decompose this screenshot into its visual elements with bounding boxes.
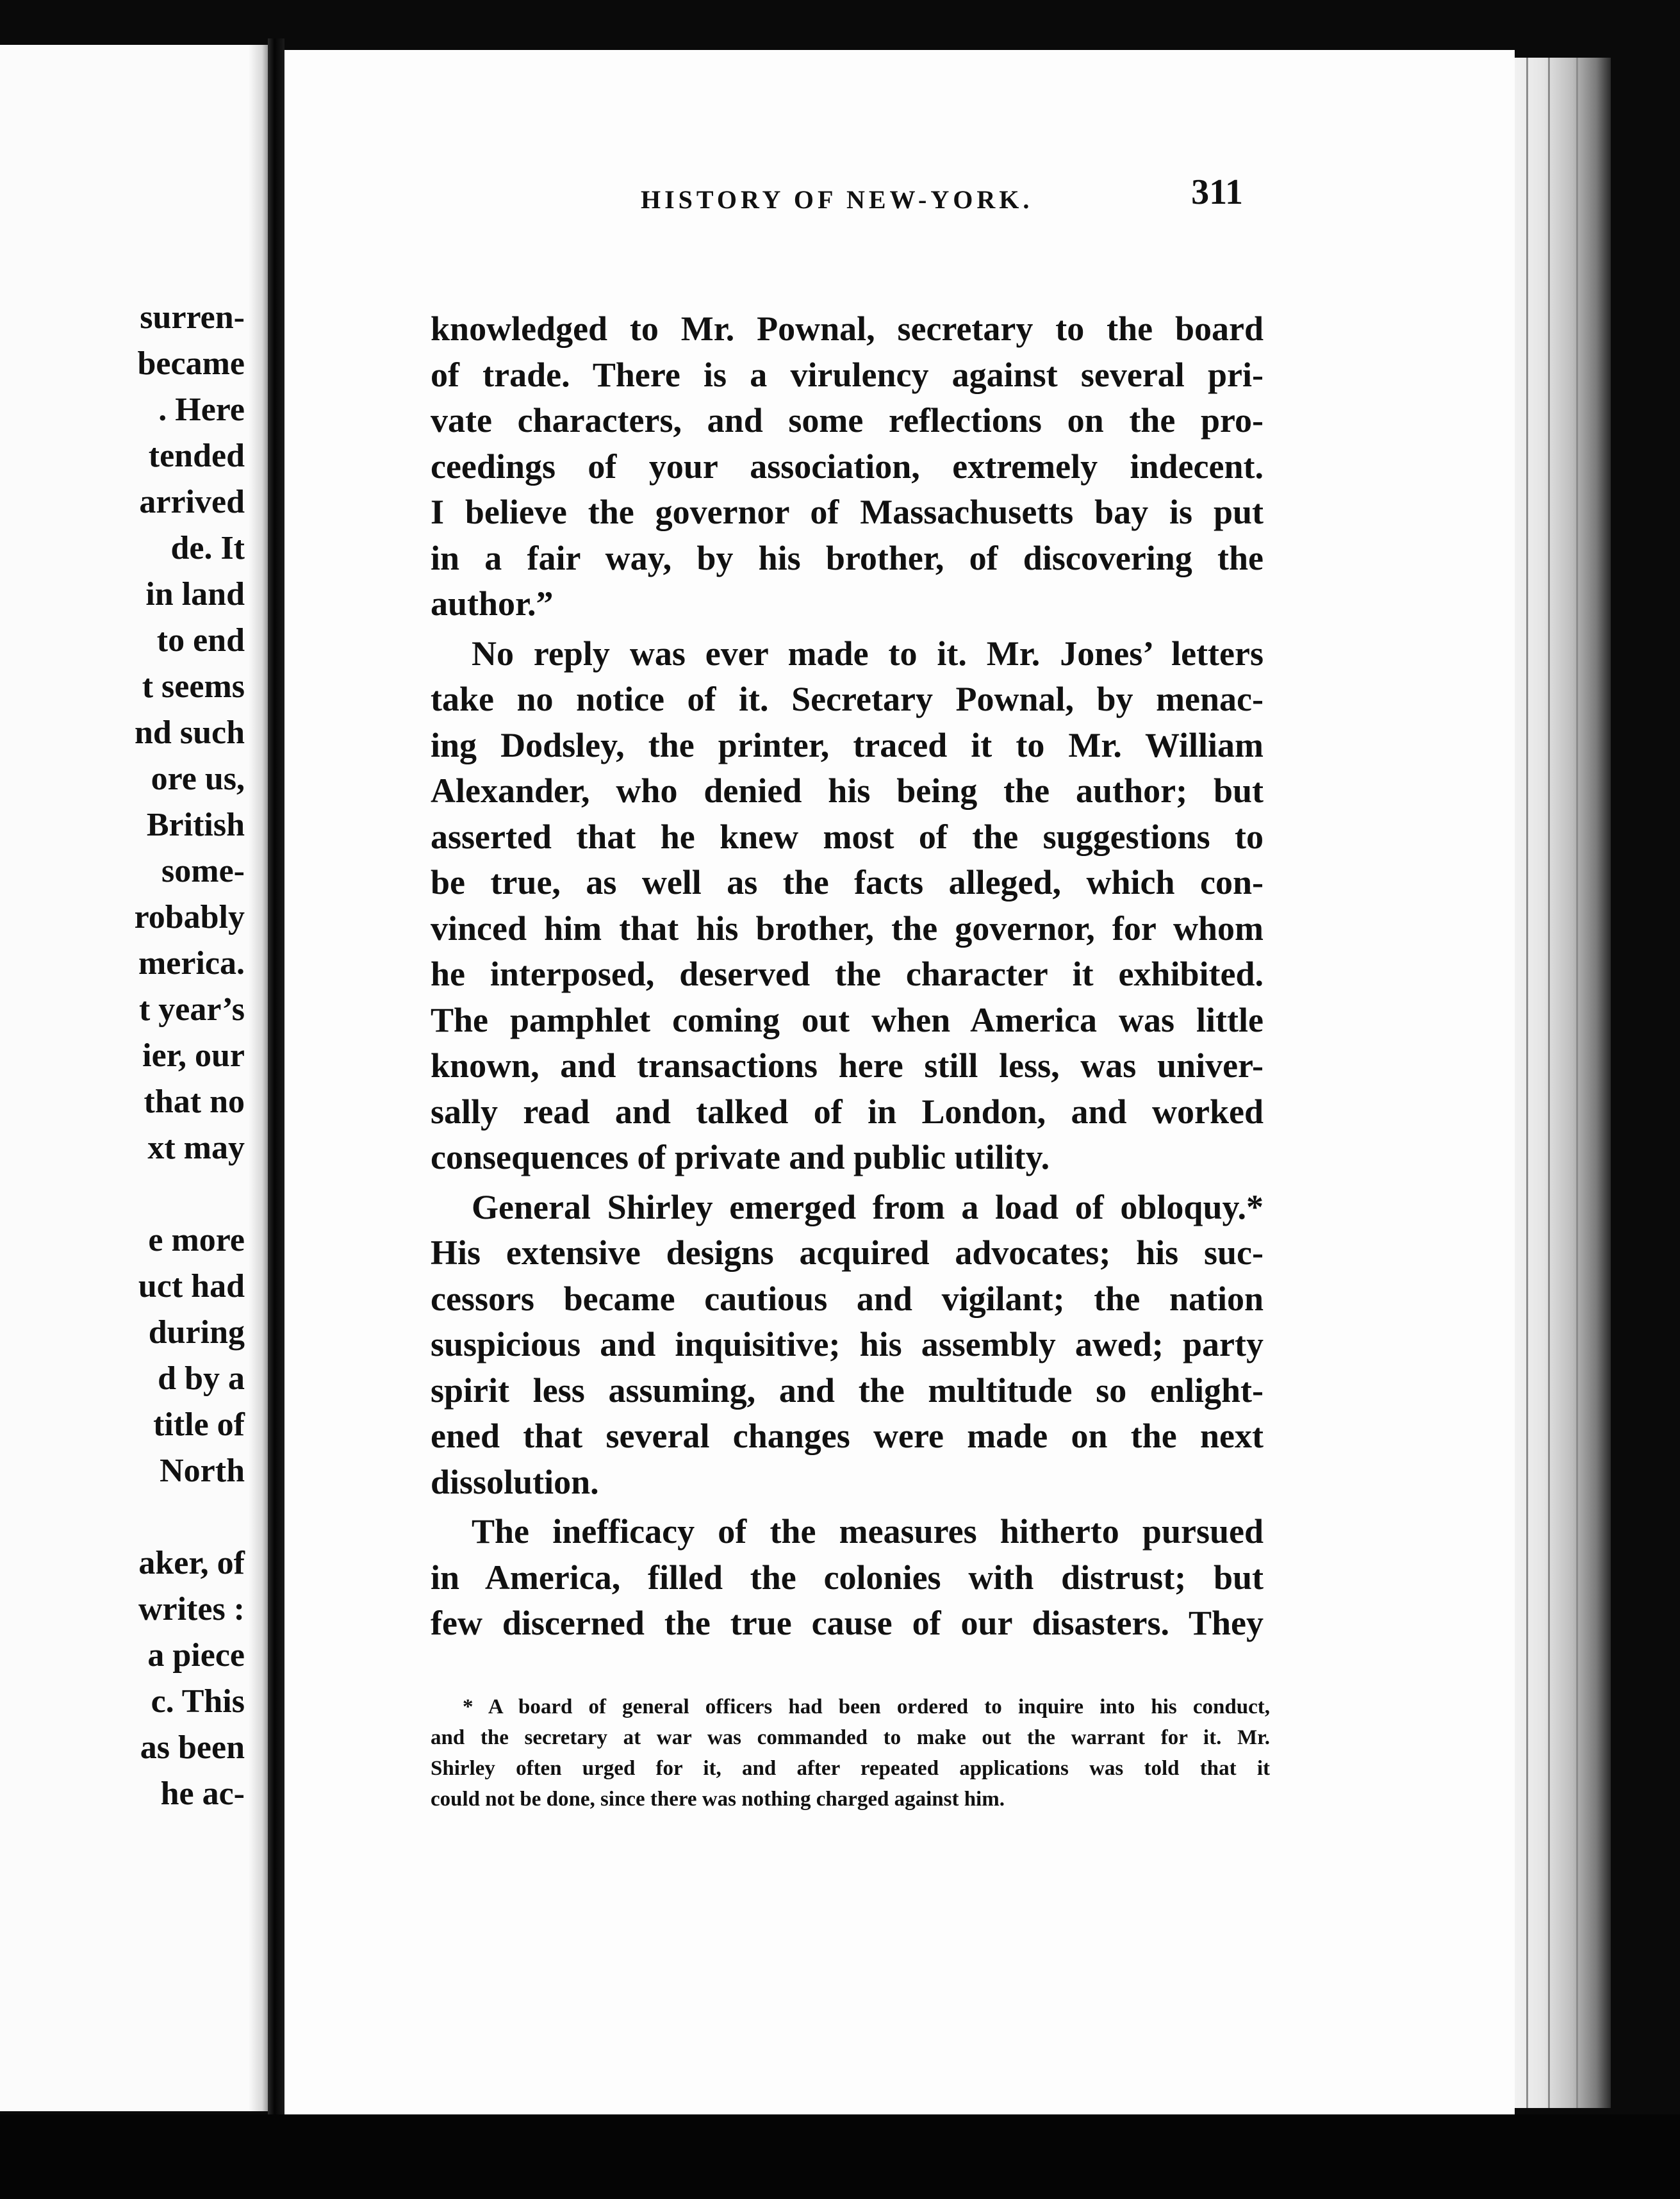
book-spine bbox=[268, 38, 284, 2121]
text-line: of trade. There is a virulency against several pri- bbox=[431, 355, 1264, 394]
left-line: surren- bbox=[140, 299, 245, 336]
footnote-line: * A board of general officers had been ordered to inquire into his conduct, bbox=[463, 1695, 1270, 1718]
footnote-line: and the secretary at war was commanded to make out the warrant for it. Mr. bbox=[431, 1726, 1270, 1749]
text-line: No reply was ever made to it. Mr. Jones’ letters bbox=[472, 634, 1264, 673]
text-line: spirit less assuming, and the multitude so enlight- bbox=[431, 1371, 1264, 1410]
text-line: His extensive designs acquired advocates; his suc- bbox=[431, 1233, 1264, 1272]
paragraph bbox=[431, 1509, 1264, 1647]
text-line: Alexander, who denied his being the author; but bbox=[431, 771, 1264, 810]
gutter-shadow bbox=[249, 45, 268, 2111]
text-line: cessors became cautious and vigilant; the nation bbox=[431, 1279, 1264, 1318]
left-line: that no bbox=[144, 1083, 245, 1120]
running-title: HISTORY OF NEW-YORK. bbox=[641, 185, 1034, 214]
text-line: consequences of private and public utility. bbox=[431, 1138, 1050, 1176]
left-line: British bbox=[146, 807, 245, 843]
text-line: General Shirley emerged from a load of obloquy.* bbox=[472, 1187, 1264, 1226]
footnote-line: could not be done, since there was nothing charged against him. bbox=[431, 1788, 1005, 1811]
left-line: to end bbox=[156, 622, 245, 659]
text-line: The inefficacy of the measures hitherto pursued bbox=[472, 1512, 1264, 1551]
text-line: author.” bbox=[431, 584, 554, 623]
text-line: The pamphlet coming out when America was little bbox=[431, 1000, 1264, 1039]
left-line: de. It bbox=[170, 530, 245, 566]
left-line: he ac- bbox=[160, 1775, 245, 1812]
body-text bbox=[431, 306, 1264, 1647]
paragraph bbox=[431, 306, 1264, 627]
left-line: ore us, bbox=[151, 761, 245, 797]
left-line: . Here bbox=[158, 391, 245, 428]
left-line: t seems bbox=[142, 668, 245, 705]
text-line: take no notice of it. Secretary Pownal, by menac- bbox=[431, 680, 1264, 718]
scan-border bbox=[0, 2114, 1680, 2199]
text-line: asserted that he knew most of the suggestions to bbox=[431, 817, 1264, 856]
left-line: xt may bbox=[147, 1130, 245, 1166]
left-line: e more bbox=[148, 1222, 245, 1258]
left-line: North bbox=[160, 1453, 245, 1489]
left-line: ier, our bbox=[142, 1037, 245, 1074]
left-line: title of bbox=[153, 1406, 245, 1443]
left-line: uct had bbox=[138, 1268, 245, 1305]
left-line: merica. bbox=[138, 945, 245, 982]
text-line: ened that several changes were made on the next bbox=[431, 1417, 1264, 1455]
left-page bbox=[0, 45, 268, 2111]
left-line: as been bbox=[140, 1729, 245, 1766]
running-header bbox=[359, 172, 1262, 223]
footnote-line: Shirley often urged for it, and after repeated applications was told that it bbox=[431, 1757, 1270, 1780]
text-line: vinced him that his brother, the governor, for whom bbox=[431, 909, 1264, 948]
text-line: in America, filled the colonies with distrust; but bbox=[431, 1558, 1264, 1597]
text-line: I believe the governor of Massachusetts bay is put bbox=[431, 493, 1264, 531]
left-line: c. This bbox=[151, 1683, 245, 1720]
text-line: ceedings of your association, extremely indecent. bbox=[431, 447, 1264, 486]
text-line: in a fair way, by his brother, of discovering the bbox=[431, 538, 1264, 577]
paragraph bbox=[431, 631, 1264, 1181]
left-line bbox=[0, 1494, 245, 1540]
text-line: suspicious and inquisitive; his assembly awed; party bbox=[431, 1325, 1264, 1363]
left-line: some- bbox=[161, 853, 245, 889]
page-number: 311 bbox=[1191, 172, 1243, 212]
left-line: nd such bbox=[135, 714, 245, 751]
text-line: knowledged to Mr. Pownal, secretary to the board bbox=[431, 309, 1264, 348]
page-edge-line bbox=[1526, 58, 1528, 2108]
left-line: t year’s bbox=[138, 991, 245, 1028]
left-line: in land bbox=[145, 576, 245, 613]
left-line: aker, of bbox=[138, 1545, 245, 1581]
left-line: became bbox=[137, 345, 245, 382]
text-line: vate characters, and some reflections on the pro- bbox=[431, 401, 1264, 440]
left-line: a piece bbox=[147, 1637, 245, 1674]
text-line: he interposed, deserved the character it exhibited. bbox=[431, 955, 1264, 993]
text-line: ing Dodsley, the printer, traced it to Mr. William bbox=[431, 725, 1264, 764]
left-page-text bbox=[0, 295, 245, 1817]
page-edge-line bbox=[1576, 58, 1578, 2108]
left-line: writes : bbox=[138, 1591, 245, 1627]
text-line: sally read and talked of in London, and worked bbox=[431, 1092, 1264, 1131]
text-line: dissolution. bbox=[431, 1462, 599, 1501]
left-line: during bbox=[148, 1314, 245, 1351]
text-line: known, and transactions here still less, was univer- bbox=[431, 1046, 1264, 1085]
paragraph bbox=[431, 1185, 1264, 1506]
page-edges bbox=[1515, 58, 1611, 2108]
footnote bbox=[431, 1692, 1270, 1815]
page-edge-line bbox=[1548, 58, 1550, 2108]
left-line: tended bbox=[148, 438, 245, 474]
text-line: few discerned the true cause of our disasters. They bbox=[431, 1604, 1264, 1642]
left-line: arrived bbox=[139, 484, 245, 520]
left-line bbox=[0, 1171, 245, 1217]
left-line: d by a bbox=[158, 1360, 245, 1397]
text-line: be true, as well as the facts alleged, which con- bbox=[431, 863, 1264, 902]
left-line: robably bbox=[134, 899, 245, 935]
